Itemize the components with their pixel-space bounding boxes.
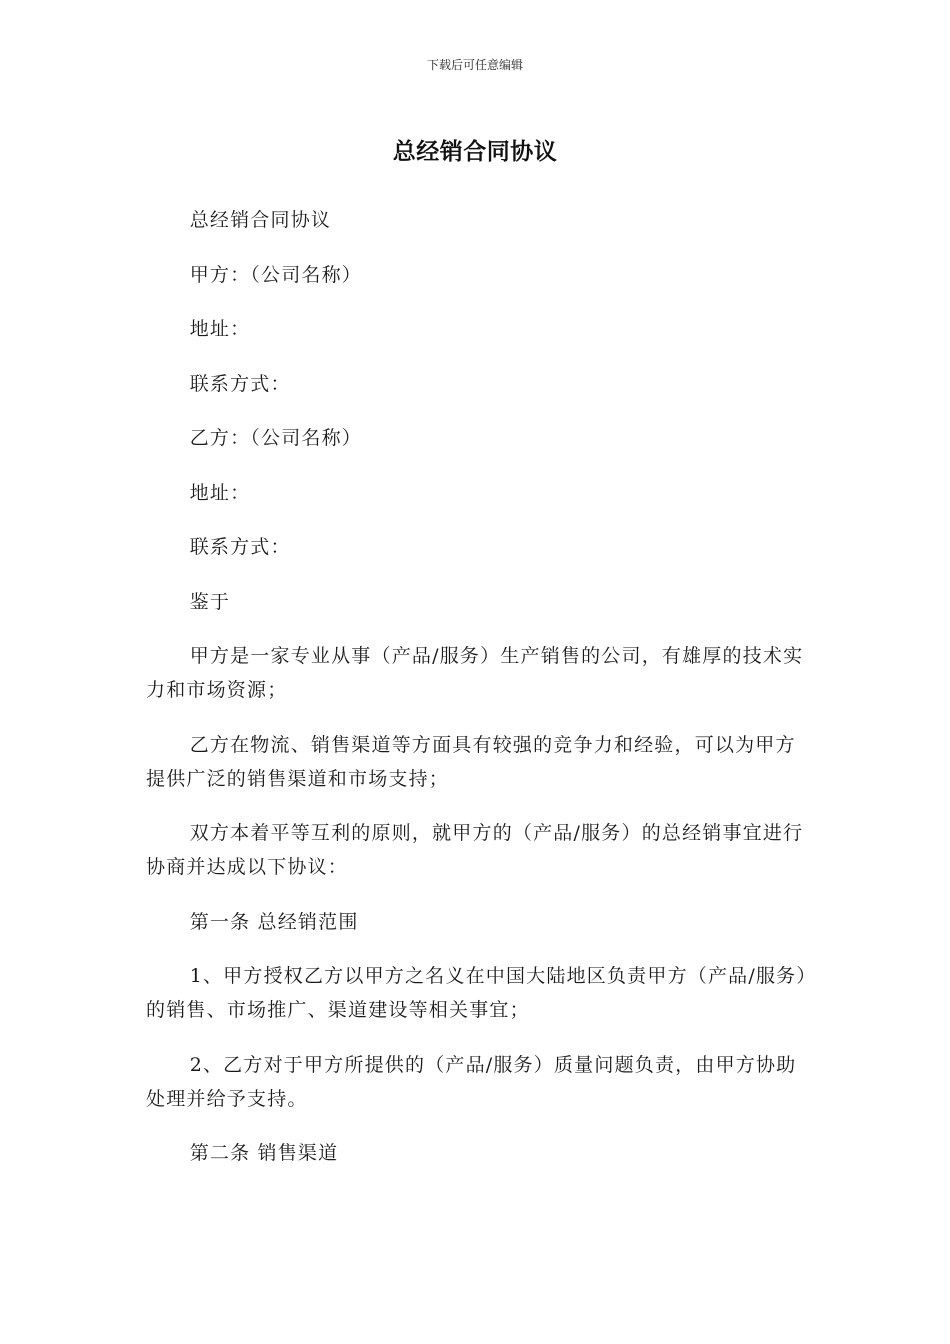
paragraph-party-a-contact: 联系方式： [189, 372, 291, 395]
paragraph-article-1-heading: 第一条 总经销范围 [189, 910, 359, 933]
paragraph-heading-repeat: 总经销合同协议 [189, 209, 332, 231]
paragraph-article-2-heading: 第二条 销售渠道 [189, 1142, 339, 1164]
paragraph-party-a-address: 地址： [189, 318, 251, 340]
paragraph-party-a: 甲方：（公司名称） [189, 263, 362, 286]
document-body [146, 203, 810, 1191]
paragraph-article-1-item-1: 1、甲方授权乙方以甲方之名义在中国大陆地区负责甲方（产品/服务）的销售、市场推广、渠道建设等相关事宜； [146, 965, 808, 1021]
paragraph-whereas: 鉴于 [189, 590, 231, 613]
paragraph-article-1-item-2: 2、乙方对于甲方所提供的（产品/服务）质量问题负责，由甲方协助处理并给予支持。 [146, 1053, 797, 1110]
paragraph-party-b-address: 地址： [189, 481, 251, 504]
document-title: 总经销合同协议 [392, 139, 558, 165]
paragraph-party-b: 乙方：（公司名称） [189, 427, 362, 449]
paragraph-party-b-contact: 联系方式： [189, 536, 291, 558]
paragraph-recital-a: 甲方是一家专业从事（产品/服务）生产销售的公司，有雄厚的技术实力和市场资源； [146, 645, 804, 701]
paragraph-recital-agreement: 双方本着平等互利的原则，就甲方的（产品/服务）的总经销事宜进行协商并达成以下协议： [146, 822, 804, 878]
paragraph-recital-b: 乙方在物流、销售渠道等方面具有较强的竞争力和经验，可以为甲方提供广泛的销售渠道和市场支持； [146, 733, 796, 790]
header-note: 下载后可任意编辑 [426, 58, 523, 72]
